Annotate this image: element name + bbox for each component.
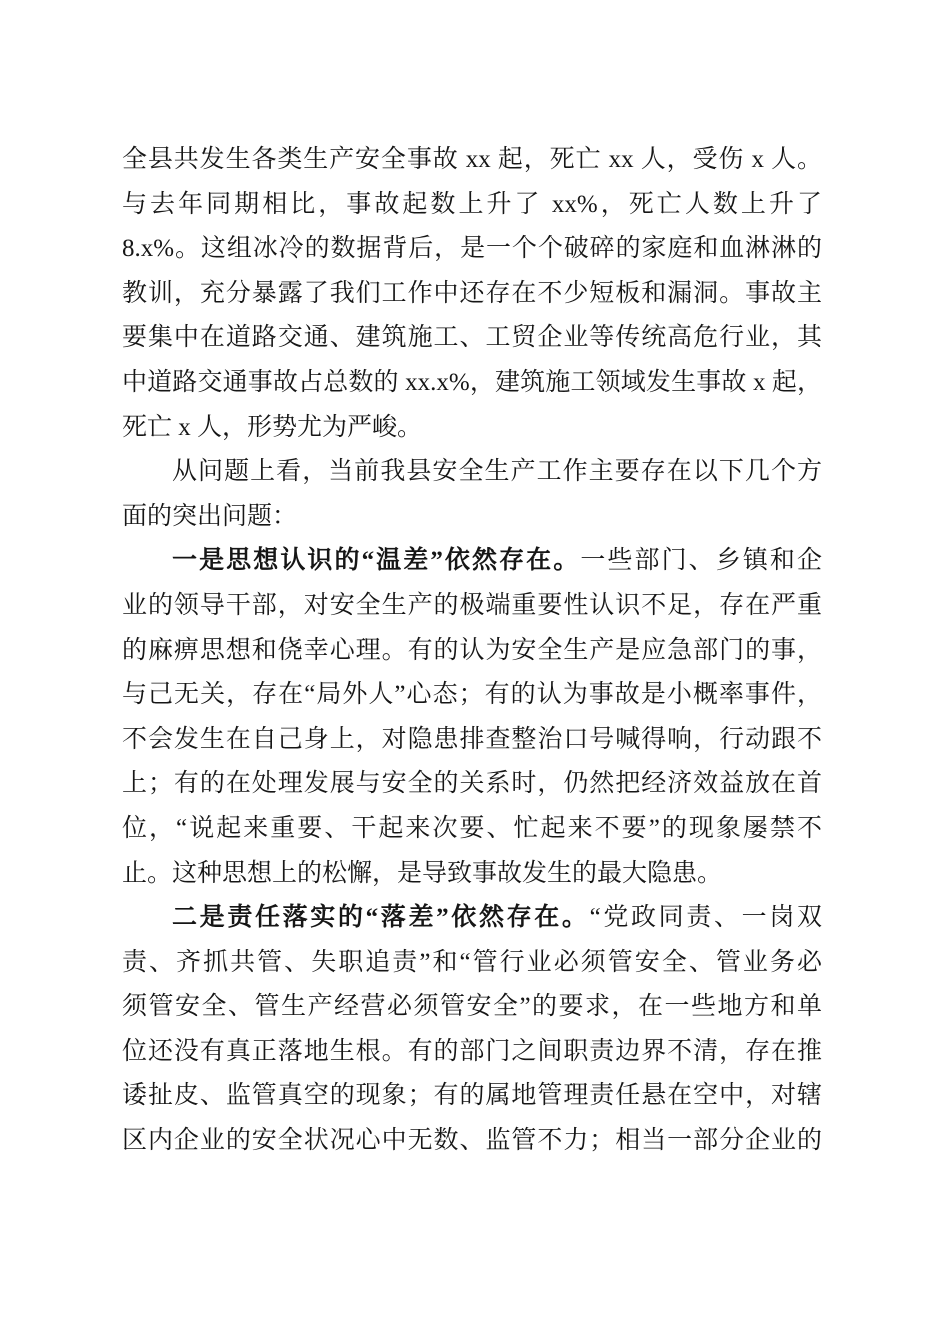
body-text-run: 死亡 x 人，形势尤为严峻。 [122, 413, 423, 441]
body-text-run: 诿扯皮、监管真空的现象；有的属地管理责任悬在空中，对辖 [122, 1082, 822, 1110]
text-line-p1-l4 [122, 272, 822, 317]
text-line-p4-l4 [122, 1030, 822, 1075]
text-line-p4-l5 [122, 1074, 822, 1119]
text-line-p3-l1 [122, 539, 822, 584]
body-text-run: 要集中在道路交通、建筑施工、工贸企业等传统高危行业，其 [122, 324, 822, 352]
text-line-p3-l2 [122, 584, 822, 629]
text-line-p1-l3 [122, 227, 822, 272]
body-text-run: 教训，充分暴露了我们工作中还存在不少短板和漏洞。事故主 [122, 279, 822, 307]
text-line-p1-l2 [122, 183, 822, 228]
body-text-run: 责、齐抓共管、失职追责”和“管行业必须管安全、管业务必 [122, 948, 822, 976]
body-text-run: 止。这种思想上的松懈，是导致事故发生的最大隐患。 [122, 859, 723, 887]
bold-lead-in-text: 二是责任落实的“落差”依然存在。 [172, 904, 590, 932]
body-text-run: 中道路交通事故占总数的 xx.x%，建筑施工领域发生事故 x 起， [122, 368, 822, 396]
body-text-run: 与去年同期相比，事故起数上升了 xx%，死亡人数上升了 [122, 190, 822, 218]
text-line-p3-l3 [122, 629, 822, 674]
text-line-p1-l6 [122, 361, 822, 406]
body-text-run: 从问题上看，当前我县安全生产工作主要存在以下几个方 [172, 458, 822, 486]
body-text-run: 业的领导干部，对安全生产的极端重要性认识不足，存在严重 [122, 591, 822, 619]
body-text-run: 的麻痹思想和侥幸心理。有的认为安全生产是应急部门的事， [122, 636, 822, 664]
text-line-p3-l4 [122, 673, 822, 718]
text-line-p3-l7 [122, 807, 822, 852]
body-text-run: 8.x%。这组冰冷的数据背后，是一个个破碎的家庭和血淋淋的 [122, 235, 822, 263]
text-line-p1-l7 [122, 406, 822, 451]
text-line-p2-l1 [122, 450, 822, 495]
body-text-run: “党政同责、一岗双 [589, 904, 822, 932]
text-line-p3-l5 [122, 718, 822, 763]
body-text-run: 区内企业的安全状况心中无数、监管不力；相当一部分企业的 [122, 1127, 822, 1155]
text-line-p1-l5 [122, 316, 822, 361]
body-text-run: 上；有的在处理发展与安全的关系时，仍然把经济效益放在首 [122, 770, 822, 798]
text-line-p2-l2 [122, 495, 822, 540]
text-line-p1-l1 [122, 138, 822, 183]
bold-lead-in-text: 一是思想认识的“温差”依然存在。 [172, 547, 581, 575]
body-text-run: 位，“说起来重要、干起来次要、忙起来不要”的现象屡禁不 [122, 814, 822, 842]
text-line-p4-l6 [122, 1119, 822, 1164]
body-text-run: 与己无关，存在“局外人”心态；有的认为事故是小概率事件， [122, 681, 822, 709]
body-text-run: 一些部门、乡镇和企 [580, 547, 822, 575]
text-line-p3-l8 [122, 852, 822, 897]
document-body [122, 138, 822, 1164]
text-line-p4-l1 [122, 896, 822, 941]
body-text-run: 全县共发生各类生产安全事故 xx 起，死亡 xx 人，受伤 x 人。 [122, 146, 822, 173]
text-line-p3-l6 [122, 762, 822, 807]
body-text-run: 位还没有真正落地生根。有的部门之间职责边界不清，存在推 [122, 1037, 822, 1065]
body-text-run: 不会发生在自己身上，对隐患排查整治口号喊得响，行动跟不 [122, 725, 822, 753]
body-text-run: 面的突出问题： [122, 502, 298, 530]
text-line-p4-l3 [122, 985, 822, 1030]
body-text-run: 须管安全、管生产经营必须管安全”的要求，在一些地方和单 [122, 993, 822, 1021]
text-line-p4-l2 [122, 941, 822, 986]
